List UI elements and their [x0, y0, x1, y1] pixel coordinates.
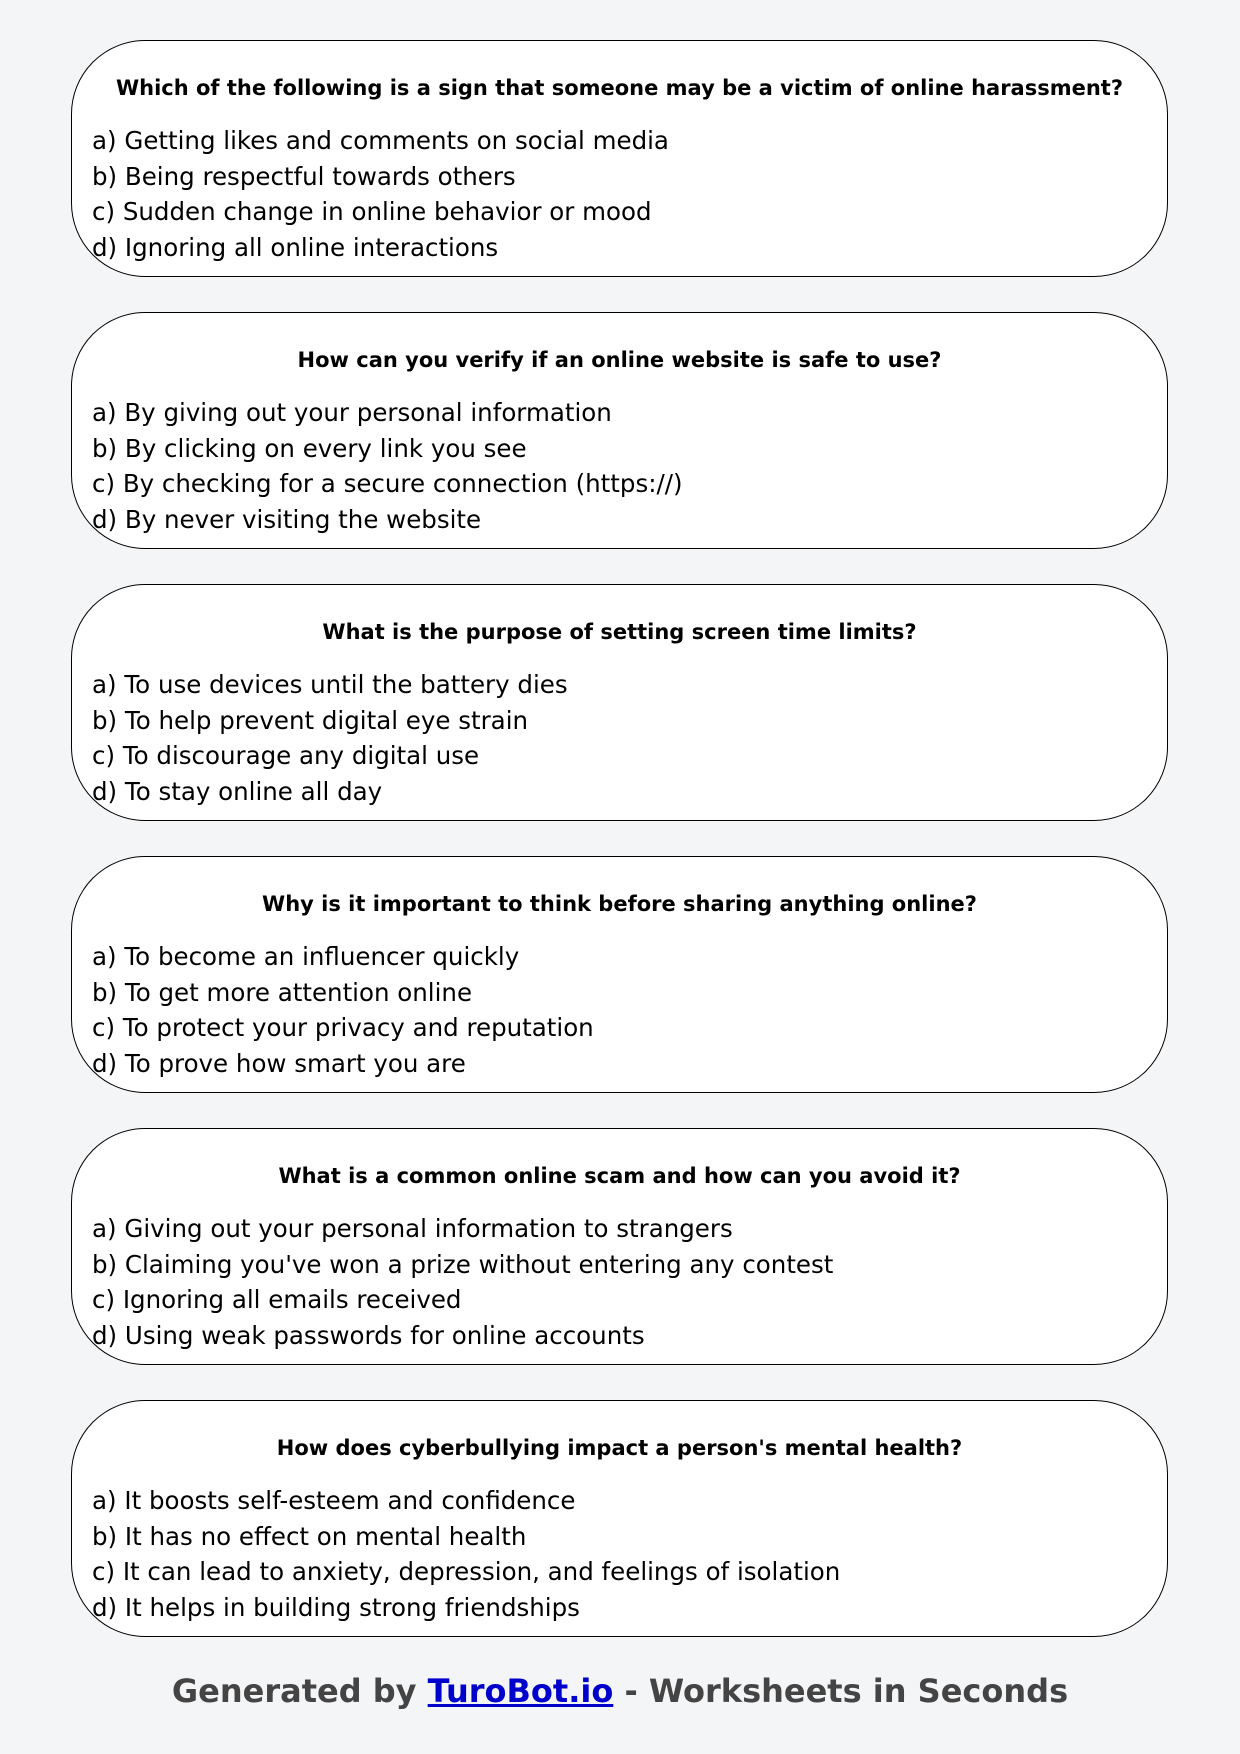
question-card-3 [71, 584, 1168, 821]
options-list [92, 395, 683, 537]
option-d: d) To prove how smart you are [92, 1048, 466, 1078]
option-c: c) Ignoring all emails received [92, 1285, 462, 1314]
option-a: a) By giving out your personal information [92, 398, 612, 427]
question-card-2 [71, 312, 1168, 549]
question-card-1 [71, 40, 1168, 277]
question-text: What is a common online scam and how can you avoid it? [278, 1164, 961, 1188]
footer-suffix: - Worksheets in Seconds [613, 1672, 1069, 1710]
option-b: b) To help prevent digital eye strain [92, 705, 529, 735]
option-a: a) It boosts self-esteem and confidence [92, 1486, 576, 1515]
option-d: d) By never visiting the website [92, 504, 482, 534]
options-list [92, 1483, 840, 1625]
footer [0, 1672, 1240, 1710]
options-list [92, 667, 568, 809]
question-card-6 [71, 1400, 1168, 1637]
option-a: a) To become an influencer quickly [92, 942, 520, 971]
option-d: d) Ignoring all online interactions [92, 232, 499, 262]
question-text: What is the purpose of setting screen time limits? [322, 620, 917, 644]
option-a: a) To use devices until the battery dies [92, 670, 568, 699]
option-b: b) Being respectful towards others [92, 161, 516, 191]
option-c: c) By checking for a secure connection (https://) [92, 469, 683, 498]
question-card-4 [71, 856, 1168, 1093]
option-a: a) Getting likes and comments on social media [92, 126, 669, 155]
question-text: How does cyberbullying impact a person's mental health? [276, 1436, 963, 1460]
option-b: b) Claiming you've won a prize without entering any contest [92, 1249, 834, 1279]
option-b: b) To get more attention online [92, 977, 473, 1007]
option-c: c) To discourage any digital use [92, 741, 480, 770]
option-d: d) To stay online all day [92, 776, 383, 806]
options-list [92, 123, 669, 265]
option-a: a) Giving out your personal information to strangers [92, 1214, 733, 1243]
turobot-link[interactable]: TuroBot.io [427, 1672, 614, 1710]
option-d: d) It helps in building strong friendships [92, 1592, 580, 1622]
question-card-5 [71, 1128, 1168, 1365]
option-b: b) It has no effect on mental health [92, 1521, 527, 1551]
option-b: b) By clicking on every link you see [92, 433, 527, 463]
question-text: How can you verify if an online website is safe to use? [297, 348, 942, 372]
question-text: Why is it important to think before sharing anything online? [262, 892, 977, 916]
options-list [92, 1211, 833, 1353]
option-d: d) Using weak passwords for online accounts [92, 1320, 645, 1350]
option-c: c) It can lead to anxiety, depression, and feelings of isolation [92, 1557, 841, 1586]
question-text: Which of the following is a sign that someone may be a victim of online harassment? [115, 76, 1124, 100]
option-c: c) Sudden change in online behavior or mood [92, 197, 652, 226]
options-list [92, 939, 594, 1081]
option-c: c) To protect your privacy and reputation [92, 1013, 594, 1042]
footer-prefix: Generated by [171, 1672, 428, 1710]
